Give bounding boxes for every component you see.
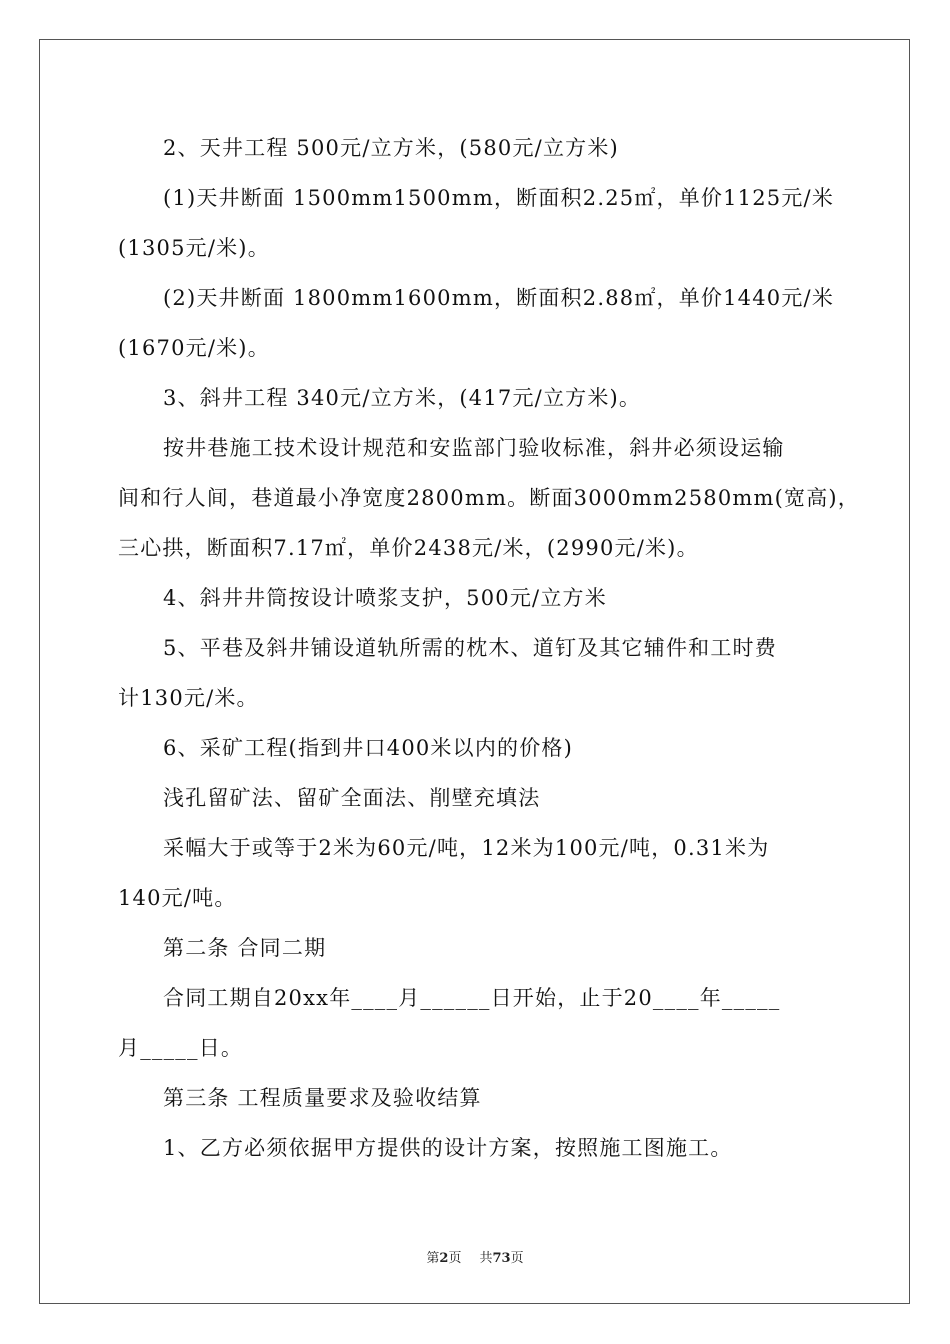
paragraph-line: 间和行人间，巷道最小净宽度2800mm。断面3000mm2580mm(宽高)，: [118, 486, 860, 510]
document-body: [118, 123, 860, 1173]
page-footer: [0, 1247, 950, 1266]
paragraph-line: 6、采矿工程(指到井口400米以内的价格): [163, 736, 574, 760]
total-suffix: 页: [510, 1251, 524, 1266]
paragraph-line: (1670元/米)。: [118, 336, 270, 360]
paragraph-line: (2)天井断面 1800mm1600mm，断面积2.88㎡，单价1440元/米: [163, 286, 835, 310]
total-prefix: 共: [479, 1251, 493, 1266]
page-prefix: 第: [426, 1251, 440, 1266]
section-heading: 第三条 工程质量要求及验收结算: [163, 1086, 482, 1110]
paragraph-line: 浅孔留矿法、留矿全面法、削壁充填法: [163, 786, 541, 810]
page-number: 2: [439, 1251, 449, 1266]
page-suffix: 页: [448, 1251, 462, 1266]
paragraph-line: 5、平巷及斜井铺设道轨所需的枕木、道钉及其它辅件和工时费: [163, 636, 777, 660]
paragraph-line: 1、乙方必须依据甲方提供的设计方案，按照施工图施工。: [163, 1136, 733, 1160]
paragraph-line: 采幅大于或等于2米为60元/吨，12米为100元/吨，0.31米为: [163, 836, 770, 860]
paragraph-line: (1)天井断面 1500mm1500mm，断面积2.25㎡，单价1125元/米: [163, 186, 835, 210]
paragraph-line: 2、天井工程 500元/立方米，(580元/立方米): [163, 136, 619, 160]
paragraph-line: (1305元/米)。: [118, 236, 270, 260]
paragraph-line: 月_____日。: [118, 1036, 244, 1060]
paragraph-line: 3、斜井工程 340元/立方米，(417元/立方米)。: [163, 386, 642, 410]
paragraph-line: 4、斜井井筒按设计喷浆支护，500元/立方米: [163, 586, 607, 610]
total-pages: 73: [492, 1251, 511, 1266]
section-heading: 第二条 合同二期: [163, 936, 327, 960]
paragraph-line: 三心拱，断面积7.17㎡，单价2438元/米，(2990元/米)。: [118, 536, 699, 560]
paragraph-line: 合同工期自20xx年____月______日开始，止于20____年_____: [163, 986, 781, 1010]
paragraph-line: 计130元/米。: [118, 686, 259, 710]
paragraph-line: 140元/吨。: [118, 886, 237, 910]
paragraph-line: 按井巷施工技术设计规范和安监部门验收标准，斜井必须设运输: [163, 436, 785, 460]
